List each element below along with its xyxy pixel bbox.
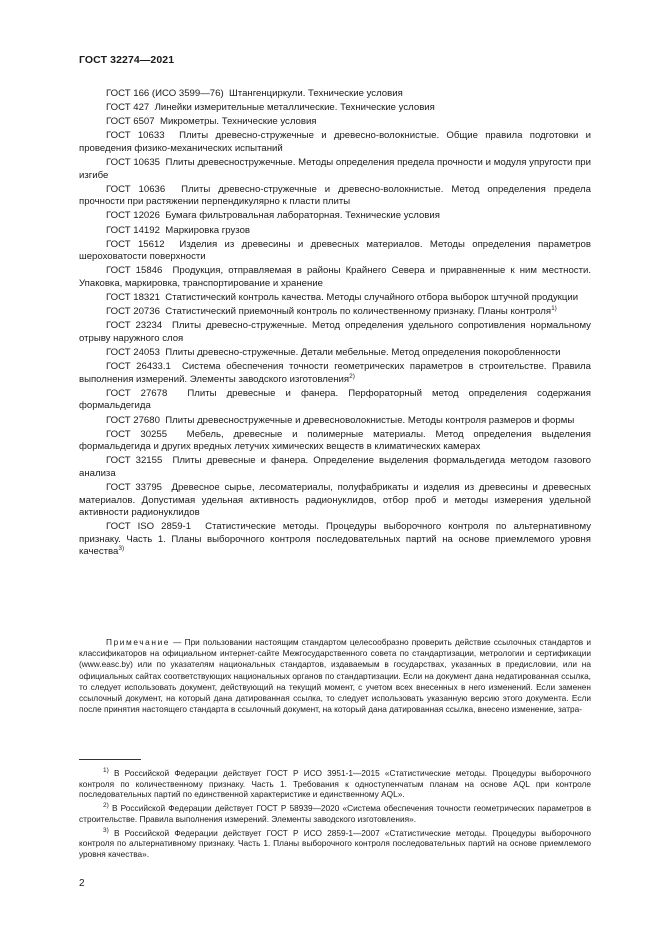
reference-item <box>79 210 591 223</box>
note-paragraph <box>79 637 591 715</box>
reference-item <box>79 116 591 129</box>
reference-title: Мебель, древесные и полимерные материалы. Метод определения выделения формальдегида и других вредных летучих химических веществ в климатических камерах <box>79 428 591 453</box>
footnote-divider <box>79 759 141 760</box>
footnote-item <box>79 828 591 860</box>
reference-title: Статистический контроль качества. Методы случайного отбора выборок штучной продукции <box>165 292 579 304</box>
page-number: 2 <box>79 878 85 889</box>
reference-title: Линейки измерительные металлические. Технические условия <box>154 102 435 114</box>
reference-title: Изделия из древесины и древесных материалов. Методы определения параметров шероховатости поверхности <box>79 238 591 263</box>
reference-code: ГОСТ 10636 <box>106 183 166 195</box>
reference-title: Плиты древесно-стружечные. Детали мебельные. Метод определения покоробленности <box>165 347 561 359</box>
reference-title: Плиты древесные и фанера. Определение выделения формальдегида методом газового анализа <box>79 455 591 479</box>
footnotes <box>79 768 591 863</box>
footnote-mark: 2) <box>103 802 109 809</box>
reference-item <box>79 225 591 238</box>
reference-title: Продукция, отправляемая в районы Крайнего Севера и приравненные к ним местности. Упаковка, маркировка, транспортирование и хранение <box>79 265 591 289</box>
footnote-text: В Российской Федерации действует ГОСТ Р 58939—2020 «Система обеспечения точности геометрических параметров в строительстве. Правила выполнения измерений. Элементы заводского изготовления». <box>79 803 591 824</box>
footnote-item <box>79 803 591 824</box>
reference-code: ГОСТ ISO 2859-1 <box>106 521 192 533</box>
reference-item <box>79 306 591 319</box>
reference-item <box>79 361 591 386</box>
reference-item <box>79 88 591 101</box>
footnote-text: В Российской Федерации действует ГОСТ Р ИСО 2859-1—2007 «Статистические методы. Процедуры выборочного контроля по альтернативному признаку. Часть 1. Планы выборочного контроля последовательных партий на основе приемлемого уровня качества». <box>79 827 591 859</box>
footnote-marker: 3) <box>118 545 125 553</box>
reference-title: Бумага фильтровальная лабораторная. Технические условия <box>165 210 440 222</box>
reference-code: ГОСТ 15612 <box>106 238 165 250</box>
reference-item <box>79 265 591 290</box>
reference-code: ГОСТ 15846 <box>106 265 163 277</box>
reference-title: Плиты древесные и фанера. Перфораторный метод определения содержания формальдегида <box>79 387 591 412</box>
reference-title: Микрометры. Технические условия <box>159 116 317 128</box>
reference-title: Система обеспечения точности геометрических параметров в строительстве. Правила выполнения измерений. Элементы заводского изготовления <box>79 361 591 385</box>
reference-code: ГОСТ 166 (ИСО 3599—76) <box>106 88 224 99</box>
note-label: Примечание <box>106 637 171 647</box>
footnote-item <box>79 768 591 800</box>
reference-item <box>79 415 591 428</box>
reference-code: ГОСТ 6507 <box>106 116 155 128</box>
usage-note <box>79 637 591 715</box>
reference-code: ГОСТ 427 <box>106 102 150 114</box>
footnote-text: В Российской Федерации действует ГОСТ Р ИСО 3951-1—2015 «Статистические методы. Процедуры выборочного контроля по количественному признаку. Часть 1. Требования к одноступенчатым планам на основе AQL при контроле последовательных партий по единственной характеристике и единственному AQL». <box>79 768 591 799</box>
reference-item <box>79 429 591 454</box>
reference-item <box>79 455 591 480</box>
reference-code: ГОСТ 32155 <box>106 455 163 467</box>
reference-title: Плиты древесно-стружечные и древесно-волокнистые. Общие правила подготовки и проведения физико-механических испытаний <box>79 130 591 154</box>
reference-title: Плиты древесно-стружечные. Метод определения удельного сопротивления нормальному отрыву наружного слоя <box>79 320 591 344</box>
reference-item <box>79 157 591 182</box>
reference-title: Плиты древесностружечные и древесноволокнистые. Методы контроля размеров и формы <box>165 414 575 426</box>
reference-code: ГОСТ 20736 <box>106 306 160 318</box>
reference-title: Штангенциркули. Технические условия <box>229 88 403 99</box>
footnote-marker: 2) <box>349 372 355 380</box>
footnote-mark: 3) <box>103 826 109 834</box>
reference-code: ГОСТ 12026 <box>106 210 160 222</box>
reference-code: ГОСТ 27678 <box>106 387 168 399</box>
reference-title: Плиты древесно-стружечные и древесно-волокнистые. Метод определения предела прочности при растяжении перпендикулярно к пласти плиты <box>79 183 591 208</box>
reference-code: ГОСТ 10633 <box>106 130 165 142</box>
reference-code: ГОСТ 10635 <box>106 157 161 169</box>
reference-code: ГОСТ 27680 <box>106 414 160 426</box>
reference-item <box>79 184 591 209</box>
reference-code: ГОСТ 24053 <box>106 347 160 359</box>
reference-item <box>79 347 591 360</box>
page-header: ГОСТ 32274—2021 <box>79 54 175 66</box>
reference-item <box>79 521 591 559</box>
reference-code: ГОСТ 30255 <box>106 428 168 440</box>
reference-item <box>79 320 591 345</box>
reference-title: Статистические методы. Процедуры выборочного контроля по альтернативному признаку. Часть 1. Планы выборочного контроля последовательных партий на основе приемлемого уровня качества <box>79 521 591 558</box>
reference-title: Статистический приемочный контроль по количественному признаку. Планы контроля <box>165 306 552 318</box>
reference-title: Плиты древесностружечные. Методы определения предела прочности и модуля упругости при изгибе <box>79 157 592 181</box>
reference-code: ГОСТ 14192 <box>106 224 160 236</box>
footnote-mark: 1) <box>103 767 109 774</box>
reference-title: Древесное сырье, лесоматериалы, полуфабрикаты и изделия из древесины и древесных материалов. Допустимая удельная активность радионуклидов, отбор проб и методы измерения удельной активности радионуклидов <box>79 482 591 519</box>
reference-item <box>79 239 591 264</box>
reference-code: ГОСТ 18321 <box>106 292 160 304</box>
reference-code: ГОСТ 26433.1 <box>106 361 171 373</box>
reference-item <box>79 482 591 520</box>
reference-code: ГОСТ 33795 <box>106 482 162 494</box>
footnote-marker: 1) <box>551 305 557 313</box>
reference-item <box>79 388 591 413</box>
reference-item <box>79 102 591 115</box>
note-text: — При пользовании настоящим стандартом целесообразно проверить действие ссылочных стандартов и классификаторов на официальном интернет-сайте Межгосударственного совета по стандартизации, метрологии и сертификации (www.easc.by) или по указателям национальных стандартов, издаваемым в государствах, указанных в предисловии, или на официальных сайтах соответствующих национальных органов по стандартизации. Если на документ дана недатированная ссылка, то следует использовать документ, действующий на текущий момент, с учетом всех внесенных в него изменений. Если заменен ссылочный документ, на который дана датированная ссылка, то следует использовать указанную версию этого документа. Если после принятия настоящего стандарта в ссылочный документ, на который дана датированная ссылка, внесено изменение, затра- <box>79 637 591 715</box>
reference-item <box>79 292 591 305</box>
reference-title: Маркировка грузов <box>165 224 251 236</box>
reference-item <box>79 130 591 155</box>
reference-code: ГОСТ 23234 <box>106 320 163 332</box>
normative-references <box>79 88 591 561</box>
